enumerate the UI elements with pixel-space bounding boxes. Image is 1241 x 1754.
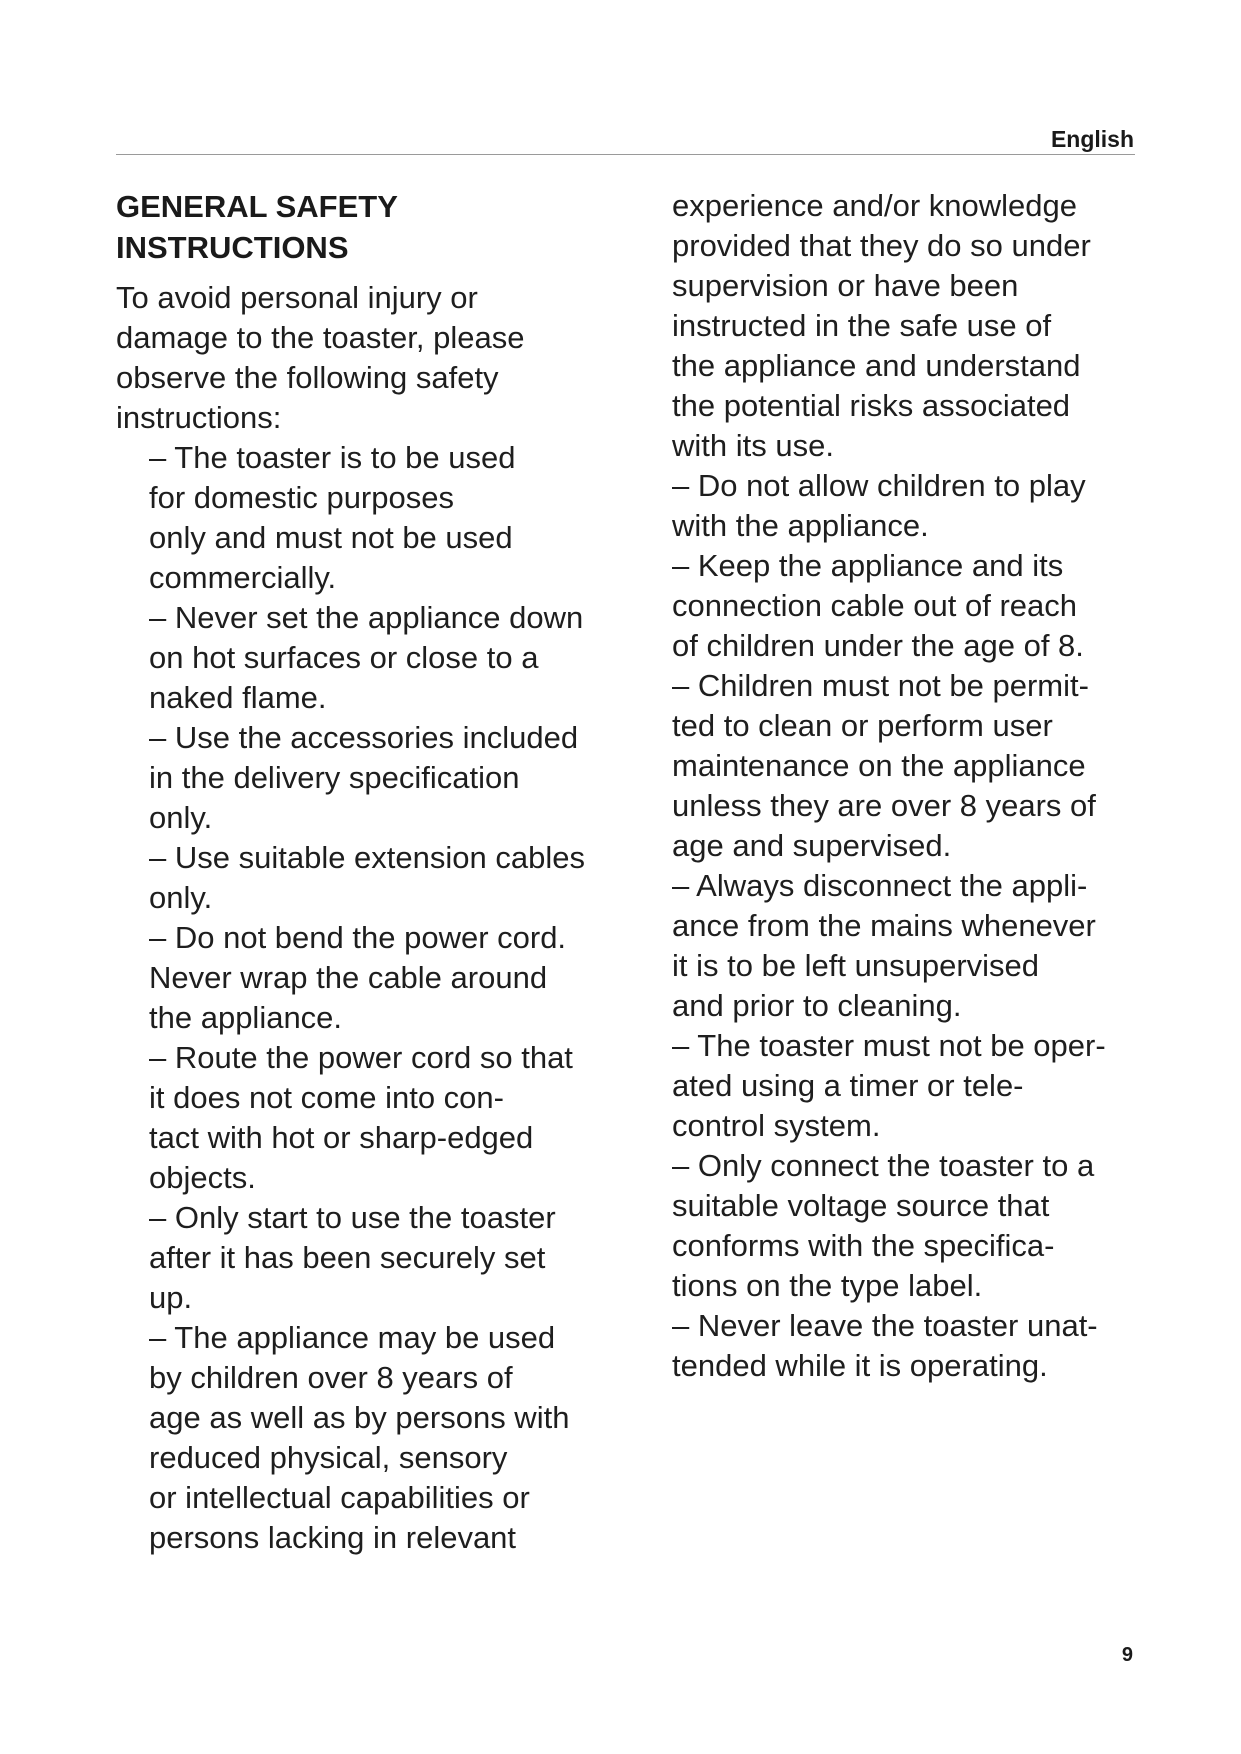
list-line: – Never set the appliance down [149, 600, 584, 635]
list-line: by children over 8 years of [149, 1360, 513, 1395]
list-line: – Keep the appliance and its [672, 548, 1064, 583]
list-line: tact with hot or sharp-edged [149, 1120, 534, 1155]
right-column [672, 186, 1152, 1386]
list-line: age and supervised. [672, 828, 952, 863]
page-number: 9 [1121, 1644, 1133, 1666]
list-line: reduced physical, sensory [149, 1440, 508, 1475]
header-divider [116, 154, 1135, 155]
intro-line: To avoid personal injury or [116, 280, 478, 315]
list-line: only. [149, 880, 213, 915]
list-line: – Do not bend the power cord. [149, 920, 567, 955]
list-line: in the delivery specification [149, 760, 520, 795]
list-line: it does not come into con- [149, 1080, 504, 1115]
intro-line: observe the following safety [116, 360, 499, 395]
list-line: tended while it is operating. [672, 1348, 1048, 1383]
list-line: naked flame. [149, 680, 327, 715]
list-line: suitable voltage source that [672, 1188, 1050, 1223]
heading-line: GENERAL SAFETY [116, 189, 398, 224]
list-line: age as well as by persons with [149, 1400, 570, 1435]
list-line: instructed in the safe use of [672, 308, 1052, 343]
list-line: control system. [672, 1108, 881, 1143]
list-line: maintenance on the appliance [672, 748, 1086, 783]
list-line: – Use suitable extension cables [149, 840, 585, 875]
list-line: conforms with the specifica- [672, 1228, 1055, 1263]
list-line: it is to be left unsupervised [672, 948, 1040, 983]
list-line: connection cable out of reach [672, 588, 1077, 623]
list-line: – The toaster is to be used [149, 440, 516, 475]
intro-line: instructions: [116, 400, 282, 435]
list-line: with its use. [672, 428, 834, 463]
list-line: and prior to cleaning. [672, 988, 962, 1023]
intro-line: damage to the toaster, please [116, 320, 525, 355]
list-line: commercially. [149, 560, 337, 595]
list-line: unless they are over 8 years of [672, 788, 1096, 823]
section-heading [116, 186, 636, 268]
list-line: – Only connect the toaster to a [672, 1148, 1095, 1183]
list-line: or intellectual capabilities or [149, 1480, 530, 1515]
list-line: with the appliance. [672, 508, 929, 543]
list-line: – Only start to use the toaster [149, 1200, 556, 1235]
list-line: – Do not allow children to play [672, 468, 1086, 503]
list-line: – The appliance may be used [149, 1320, 556, 1355]
list-line: of children under the age of 8. [672, 628, 1084, 663]
list-line: – Always disconnect the appli- [672, 868, 1088, 903]
list-line: ance from the mains whenever [672, 908, 1096, 943]
list-line: only and must not be used [149, 520, 513, 555]
heading-line: INSTRUCTIONS [116, 230, 349, 265]
list-line: tions on the type label. [672, 1268, 983, 1303]
safety-list [116, 438, 636, 1558]
list-line: – Children must not be permit- [672, 668, 1089, 703]
header-language: English [1050, 126, 1134, 152]
list-line: provided that they do so under [672, 228, 1091, 263]
list-line: for domestic purposes [149, 480, 454, 515]
list-line: Never wrap the cable around [149, 960, 548, 995]
list-line: – Use the accessories included [149, 720, 579, 755]
list-line: experience and/or knowledge [672, 188, 1077, 223]
list-line: supervision or have been [672, 268, 1019, 303]
list-line: – The toaster must not be oper- [672, 1028, 1106, 1063]
list-line: objects. [149, 1160, 256, 1195]
list-line: persons lacking in relevant [149, 1520, 517, 1555]
list-line: after it has been securely set [149, 1240, 546, 1275]
list-line: the potential risks associated [672, 388, 1071, 423]
list-line: – Route the power cord so that [149, 1040, 573, 1075]
list-line: the appliance. [149, 1000, 343, 1035]
list-line: ated using a timer or tele- [672, 1068, 1024, 1103]
intro-paragraph [116, 278, 636, 438]
list-line: on hot surfaces or close to a [149, 640, 539, 675]
list-line: – Never leave the toaster unat- [672, 1308, 1098, 1343]
list-line: only. [149, 800, 213, 835]
list-line: the appliance and understand [672, 348, 1081, 383]
list-line: ted to clean or perform user [672, 708, 1053, 743]
list-line: up. [149, 1280, 193, 1315]
left-column [116, 186, 636, 1558]
